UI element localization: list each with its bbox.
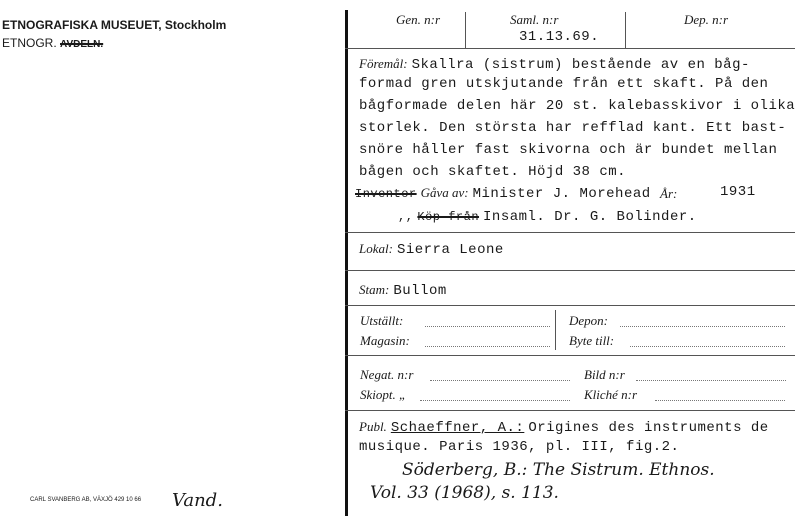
depon-label: Depon: <box>569 313 608 328</box>
negat-label: Negat. n:r <box>360 367 414 382</box>
publ-line-2: musique. Paris 1936, pl. III, fig.2. <box>359 439 680 455</box>
divider-saml-dep <box>625 12 626 48</box>
lokal-row <box>359 240 504 258</box>
byte-till-label: Byte till: <box>569 333 615 348</box>
bild-label: Bild n:r <box>584 367 625 382</box>
department-line <box>2 36 103 50</box>
gava-line2-struck: Köp från <box>417 210 480 224</box>
divider-gen-saml <box>465 12 466 48</box>
divider-top <box>345 48 795 49</box>
stam-value: Bullom <box>393 283 447 299</box>
gava-label: Gåva av: <box>420 185 469 200</box>
gava-line2-value: Insaml. Dr. G. Bolinder. <box>483 209 697 225</box>
foremal-text-4: storlek. Den största har refflad kant. Ett bast- <box>359 120 787 136</box>
divider-after-stam <box>345 305 795 306</box>
kliche-label: Kliché n:r <box>584 387 638 402</box>
foremal-text-3: bågformade delen här 20 st. kalebasskivor i olika <box>359 98 796 114</box>
skiopt-label: Skiopt. „ <box>360 387 407 402</box>
foremal-text-6: bågen och skaftet. Höjd 38 cm. <box>359 164 627 180</box>
year-label: År: <box>660 186 678 201</box>
publ-label: Publ. <box>359 419 387 434</box>
divider-after-gava <box>345 232 795 233</box>
department-prefix: ETNOGR. <box>2 36 57 50</box>
year-value: 1931 <box>720 184 756 200</box>
bild-field-line <box>636 380 786 381</box>
stam-label: Stam: <box>359 282 390 297</box>
negat-field-line <box>430 380 570 381</box>
saml-value: 31.13.69. <box>519 29 600 45</box>
magasin-field-line <box>425 346 550 347</box>
divider-after-lokal <box>345 270 795 271</box>
depon-field-line <box>620 326 785 327</box>
lokal-value: Sierra Leone <box>396 242 504 258</box>
institution-name: ETNOGRAFISKA MUSEUET, Stockholm <box>2 18 227 32</box>
magasin-label: Magasin: <box>360 333 410 348</box>
foremal-label: Föremål: <box>359 56 408 71</box>
gen-label: Gen. n:r <box>396 12 441 27</box>
gava-line-1 <box>355 184 651 202</box>
foremal-text-2: formad gren utskjutande från ett skaft. På den <box>359 76 769 92</box>
saml-label: Saml. n:r <box>510 12 559 27</box>
divider-after-photo <box>345 410 795 411</box>
stam-row <box>359 281 447 299</box>
utstallt-label: Utställt: <box>360 313 404 328</box>
publ-author: Schaeffner, A.: <box>390 420 525 436</box>
byte-till-field-line <box>630 346 785 347</box>
publ-line1-rest: Origines des instruments de <box>528 420 769 436</box>
department-struck: AVDELN. <box>60 39 104 50</box>
utstallt-field-line <box>425 326 550 327</box>
dep-label: Dep. n:r <box>684 12 729 27</box>
gava-line2-prefix: ,, <box>398 210 414 224</box>
skiopt-field-line <box>420 400 570 401</box>
printer-imprint: CARL SVANBERG AB, VÄXJÖ 429 10 66 <box>30 497 142 503</box>
publ-handwritten-1: Söderberg, B.: The Sistrum. Ethnos. <box>402 460 715 480</box>
gava-struck-prefix: Inventor <box>355 187 417 201</box>
foremal-line-1 <box>359 55 750 73</box>
kliche-field-line <box>655 400 785 401</box>
divider-storage-mid <box>555 310 556 350</box>
gava-line-2 <box>398 207 697 225</box>
publ-handwritten-2: Vol. 33 (1968), s. 113. <box>370 483 559 503</box>
vand-note: Vand. <box>172 490 223 511</box>
gava-value: Minister J. Morehead <box>472 186 651 202</box>
foremal-text-5: snöre håller fast skivorna och är bundet mellan <box>359 142 778 158</box>
publ-line-1 <box>359 418 769 436</box>
divider-after-storage <box>345 355 795 356</box>
card-left-border <box>345 10 348 516</box>
lokal-label: Lokal: <box>359 241 393 256</box>
foremal-text-1: Skallra (sistrum) bestående av en båg- <box>411 57 750 73</box>
